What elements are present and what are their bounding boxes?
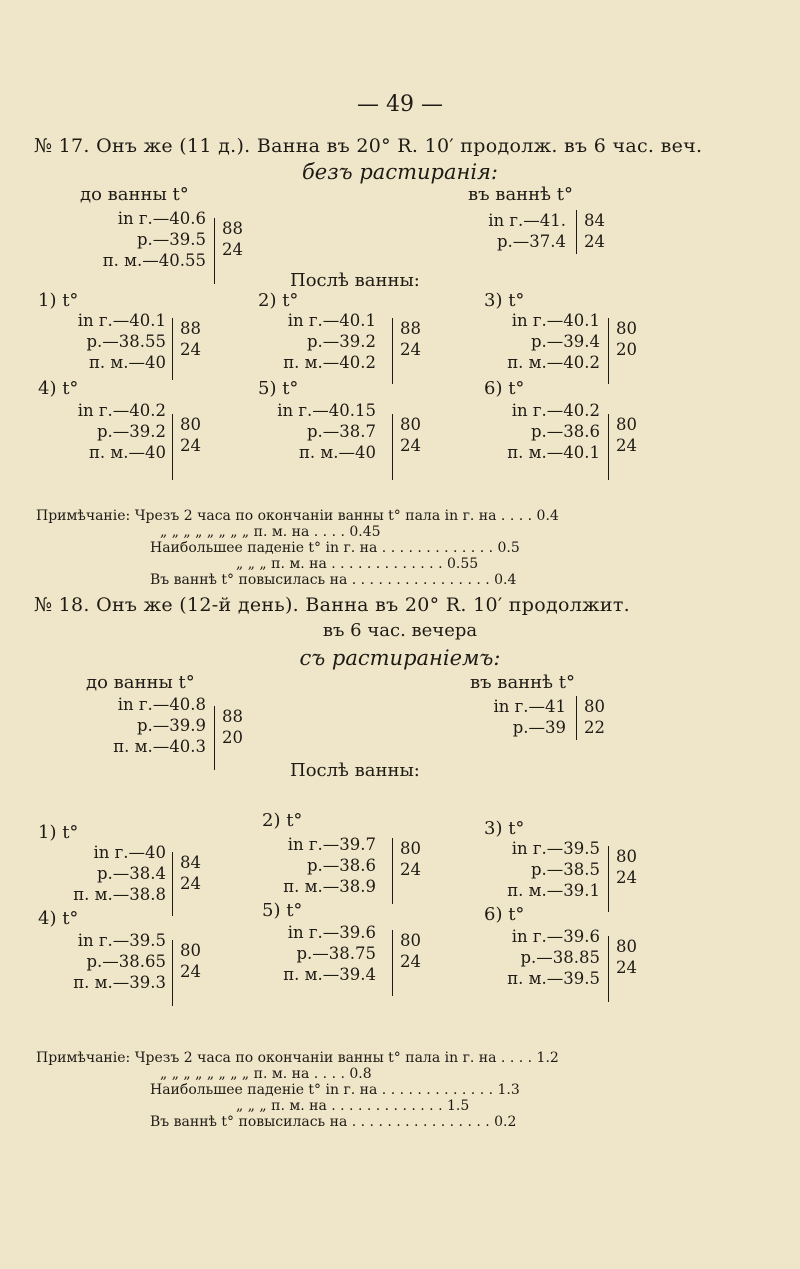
- note-line: „ „ „ „ „ „ „ „ п. м. на . . . . 0.45: [160, 524, 381, 540]
- note-line: „ „ „ п. м. на . . . . . . . . . . . . . 0.55: [236, 556, 479, 572]
- record18-m6-label: 6) t°: [484, 904, 525, 925]
- record18-subheading: съ растираніемъ:: [299, 646, 501, 670]
- record17-subheading: безъ растиранія:: [301, 160, 499, 184]
- record17-m3-label: 3) t°: [484, 290, 525, 311]
- record17-in-bath-label: въ ваннѣ t°: [468, 184, 573, 205]
- record18-after-label: Послѣ ванны:: [290, 760, 420, 781]
- record17-m2-temps: in г.—40.1 р.—39.2 п. м.—40.2: [283, 311, 376, 372]
- record18-heading2: въ 6 час. вечера: [322, 620, 478, 641]
- record18-before-pulse: 88 20: [214, 706, 243, 770]
- record18-before-label: до ванны t°: [86, 672, 195, 693]
- record17-m2-pulse: 88 24: [392, 318, 421, 384]
- record18-notes: [36, 1050, 559, 1130]
- record17-before-temps: in г.—40.6 р.—39.5 п. м.—40.55: [102, 209, 206, 270]
- record18-heading: № 18. Онъ же (12-й день). Ванна въ 20° R. 10′ продолжит.: [34, 594, 630, 616]
- record17-m4-temps: in г.—40.2 р.—39.2 п. м.—40: [77, 401, 166, 462]
- record17-m2-label: 2) t°: [258, 290, 299, 311]
- record17-notes: [36, 508, 559, 588]
- record18-m6-temps: in г.—39.6 р.—38.85 п. м.—39.5: [507, 927, 600, 988]
- note-line: Въ ваннѣ t° повысилась на . . . . . . . . . . . . . . . . 0.4: [150, 572, 517, 588]
- record18-m2-label: 2) t°: [262, 810, 303, 831]
- note-line: Наибольшее паденіе t° in г. на . . . . . . . . . . . . . 0.5: [150, 540, 520, 556]
- note-line: „ „ „ п. м. на . . . . . . . . . . . . . 1.5: [236, 1098, 470, 1114]
- record17-m1-label: 1) t°: [38, 290, 79, 311]
- record18-m3-temps: in г.—39.5 р.—38.5 п. м.—39.1: [507, 839, 600, 900]
- record17-before-pulse: 88 24: [214, 218, 243, 284]
- record17-m5-pulse: 80 24: [392, 414, 421, 480]
- record18-m6-pulse: 80 24: [608, 936, 637, 1002]
- note-line: Примѣчаніе: Чрезъ 2 часа по окончаніи ванны t° пала in г. на . . . . 0.4: [36, 508, 559, 524]
- record18-m2-temps: in г.—39.7 р.—38.6 п. м.—38.9: [283, 835, 376, 896]
- note-line: „ „ „ „ „ „ „ „ п. м. на . . . . 0.8: [160, 1066, 372, 1082]
- record18-m1-temps: in г.—40 р.—38.4 п. м.—38.8: [73, 843, 166, 904]
- record17-in-bath-temps: in г.—41. р.—37.4: [488, 211, 566, 251]
- record18-m2-pulse: 80 24: [392, 838, 421, 904]
- record17-m3-temps: in г.—40.1 р.—39.4 п. м.—40.2: [507, 311, 600, 372]
- record18-m3-pulse: 80 24: [608, 846, 637, 912]
- note-line: Наибольшее паденіе t° in г. на . . . . . . . . . . . . . 1.3: [150, 1082, 520, 1098]
- record18-in-bath-pulse: 80 22: [576, 696, 605, 740]
- record18-m5-pulse: 80 24: [392, 930, 421, 996]
- record18-m4-temps: in г.—39.5 р.—38.65 п. м.—39.3: [73, 931, 166, 992]
- record18-m1-label: 1) t°: [38, 822, 79, 843]
- page-number: — 49 —: [357, 92, 443, 117]
- record17-before-label: до ванны t°: [80, 184, 189, 205]
- record18-m4-label: 4) t°: [38, 908, 79, 929]
- record17-in-bath-pulse: 84 24: [576, 210, 605, 254]
- record17-m5-label: 5) t°: [258, 378, 299, 399]
- record17-m1-pulse: 88 24: [172, 318, 201, 380]
- record18-m5-label: 5) t°: [262, 900, 303, 921]
- record17-m6-temps: in г.—40.2 р.—38.6 п. м.—40.1: [507, 401, 600, 462]
- note-line: Примѣчаніе: Чрезъ 2 часа по окончаніи ванны t° пала in г. на . . . . 1.2: [36, 1050, 559, 1066]
- record17-m3-pulse: 80 20: [608, 318, 637, 384]
- record17-after-label: Послѣ ванны:: [290, 270, 420, 291]
- record18-in-bath-label: въ ваннѣ t°: [470, 672, 575, 693]
- record17-m6-pulse: 80 24: [608, 414, 637, 480]
- record17-m5-temps: in г.—40.15 р.—38.7 п. м.—40: [277, 401, 376, 462]
- record18-m4-pulse: 80 24: [172, 940, 201, 1006]
- record17-m4-pulse: 80 24: [172, 414, 201, 480]
- record17-heading: № 17. Онъ же (11 д.). Ванна въ 20° R. 10′ продолж. въ 6 час. веч.: [34, 135, 703, 157]
- record18-m3-label: 3) t°: [484, 818, 525, 839]
- record18-m1-pulse: 84 24: [172, 852, 201, 916]
- record18-m5-temps: in г.—39.6 р.—38.75 п. м.—39.4: [283, 923, 376, 984]
- record17-m1-temps: in г.—40.1 р.—38.55 п. м.—40: [77, 311, 166, 372]
- record17-m6-label: 6) t°: [484, 378, 525, 399]
- note-line: Въ ваннѣ t° повысилась на . . . . . . . . . . . . . . . . 0.2: [150, 1114, 517, 1130]
- record18-in-bath-temps: in г.—41 р.—39: [493, 697, 566, 737]
- record17-m4-label: 4) t°: [38, 378, 79, 399]
- record18-before-temps: in г.—40.8 р.—39.9 п. м.—40.3: [113, 695, 206, 756]
